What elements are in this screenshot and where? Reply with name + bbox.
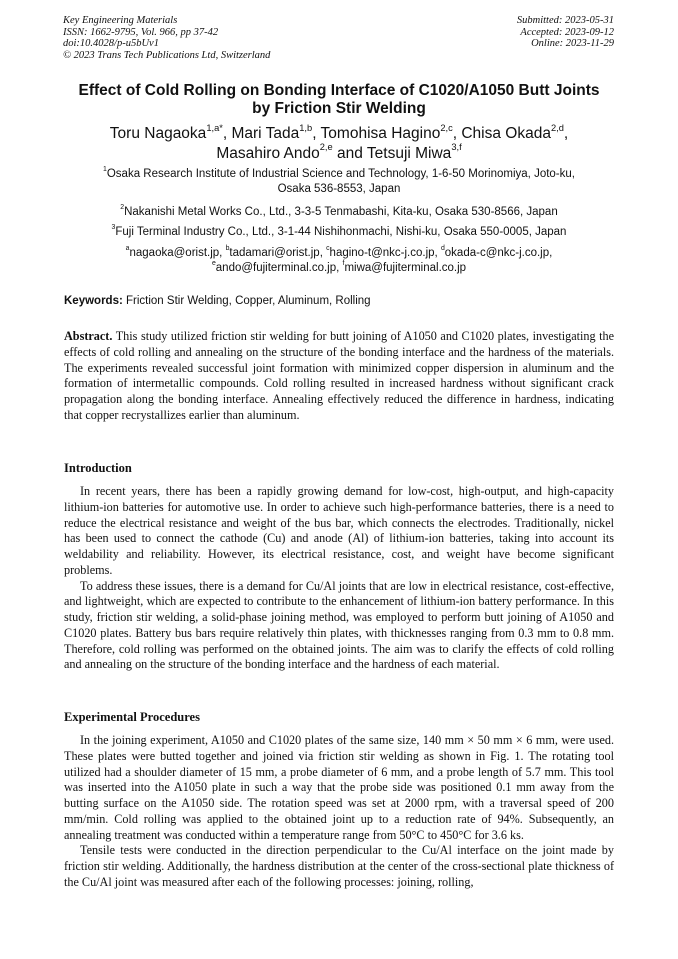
- email-link[interactable]: tadamari@orist.jp: [229, 247, 320, 259]
- email-sup: e: [211, 260, 216, 268]
- paragraph: To address these issues, there is a demand for Cu/Al joints that are low in electrical resistance, cost-effective, and lightweight, which are expected to contribute to the enhancement of lithium-ion battery performance. In this study, friction stir welding, a solid-phase joining method, was employed to perform butt joining of A1050 and C1020 plates. Battery bus bars require relatively thin plates, with thicknesses ranging from 0.3 mm to 0.8 mm. Therefore, cold rolling was performed on the obtained joints. The aim was to clarify the effects of cold rolling and annealing on the structure of the bonding interface and the hardness of each material.: [64, 578, 614, 672]
- email-link[interactable]: miwa@fujiterminal.co.jp: [344, 262, 467, 274]
- author-sup: 1,a*: [206, 122, 223, 133]
- affiliation-text-cont: Osaka 536-8553, Japan: [277, 183, 401, 195]
- experimental-body: [64, 733, 614, 891]
- keywords-label: Keywords:: [64, 295, 123, 307]
- affiliation-2: [40, 205, 638, 220]
- paragraph: In the joining experiment, A1050 and C1020 plates of the same size, 140 mm × 50 mm × 6 mm, were used. These plates were butted together and joined via friction stir welding as shown in Fig. 1. The rotating tool utilized had a shoulder diameter of 15 mm, a probe diameter of 6 mm, and a probe length of 5.7 mm. This tool was inserted into the A1050 plate in such a way that the probe side was positioned 0.1 mm away from the butting surface on the A1050 side. The rotation speed was set at 2000 rpm, with a traversal speed of 200 mm/min. Cold rolling was applied to the obtained joint up to a reduction rate of 94%. Subsequently, an annealing treatment was conducted within a temperature range from 50°C to 450°C for 3.6 ks.: [64, 733, 614, 842]
- author-sup: 2,e: [319, 142, 333, 153]
- abstract: [64, 329, 614, 424]
- introduction-heading: Introduction: [64, 461, 132, 475]
- journal-info: [63, 15, 270, 61]
- affiliation-text: Nakanishi Metal Works Co., Ltd., 3-3-5 Tenmabashi, Kita-ku, Osaka 530-8566, Japan: [124, 206, 558, 218]
- accepted-date: Accepted: 2023-09-12: [520, 26, 614, 38]
- affiliation-sup: 3: [111, 224, 116, 232]
- author-sup: 3,f: [451, 142, 462, 153]
- experimental-heading: Experimental Procedures: [64, 710, 200, 724]
- affiliation-text: Fuji Terminal Industry Co., Ltd., 3-1-44 Nishihonmachi, Nishi-ku, Osaka 550-0005, Japan: [115, 226, 567, 238]
- paper-title: [40, 82, 638, 118]
- author-sep: ,: [222, 125, 232, 142]
- publication-dates: [517, 15, 614, 50]
- email-link[interactable]: nagaoka@orist.jp: [129, 247, 220, 259]
- email-sup: a: [125, 245, 130, 253]
- affiliation-text: Osaka Research Institute of Industrial Science and Technology, 1-6-50 Morinomiya, Joto-ku,: [106, 168, 575, 180]
- affiliation-sup: 2: [120, 204, 125, 212]
- author-line-2: [40, 144, 638, 164]
- title-line-1: Effect of Cold Rolling on Bonding Interface of C1020/A1050 Butt Joints: [78, 82, 600, 99]
- email-link[interactable]: ando@fujiterminal.co.jp: [215, 262, 337, 274]
- submitted-date: Submitted: 2023-05-31: [516, 15, 614, 26]
- author-sup: 1,b: [299, 122, 313, 133]
- email-link[interactable]: okada-c@nkc-j.co.jp: [444, 247, 550, 259]
- author-sep: and: [332, 144, 367, 162]
- email-sup: c: [326, 245, 330, 253]
- email-sup: f: [342, 260, 345, 268]
- keywords: [64, 295, 371, 307]
- online-date: Online: 2023-11-29: [531, 38, 614, 49]
- author-line-1: [40, 124, 638, 144]
- journal-doi[interactable]: doi:10.4028/p-u5bUv1: [63, 38, 159, 49]
- author-sep: ,: [312, 125, 321, 142]
- author-sup: 2,c: [440, 122, 453, 133]
- introduction-body: [64, 484, 614, 673]
- title-line-2: by Friction Stir Welding: [252, 100, 426, 117]
- author-name: Mari Tada: [231, 125, 300, 142]
- paragraph: In recent years, there has been a rapidly growing demand for low-cost, high-output, and high-capacity lithium-ion batteries for automotive use. In order to achieve such high-performance batteries, there is a need to reduce the electrical resistance and weight of the bus bar, which connects the electrodes. Traditionally, nickel has been used to connect the cathode (Cu) and anode (Al) of lithium-ion batteries, taking into account its weldability and reliability. However, its electrical resistance, cost, and weight have become significant problems.: [64, 484, 614, 577]
- author-name: Chisa Okada: [461, 125, 551, 142]
- author-name: Tomohisa Hagino: [320, 125, 441, 142]
- email-sup: d: [440, 245, 445, 253]
- affiliation-3: [40, 225, 638, 240]
- abstract-label: Abstract.: [64, 329, 113, 343]
- affiliation-1: [40, 167, 638, 197]
- keywords-text: Friction Stir Welding, Copper, Aluminum, Rolling: [126, 295, 371, 307]
- email-sup: b: [225, 245, 230, 253]
- author-emails: $^a$nagaoka@orist.jp, $^b$tadamari@orist.jp, $^c$hagino-t@nkc-j.co.jp, $^d$okada-c@nkc-j.co.jp, $^e$ando@fujiterminal.co.jp, $^f$miwa@fujiterminal.co.jp: [125, 245, 553, 274]
- affiliation-sup: 1: [103, 166, 107, 174]
- author-name: Toru Nagaoka: [109, 125, 207, 142]
- author-name: Tetsuji Miwa: [366, 144, 452, 162]
- journal-name: Key Engineering Materials: [63, 15, 178, 26]
- author-sep: ,: [563, 125, 569, 142]
- author-sep: ,: [452, 125, 462, 142]
- author-list: [40, 124, 638, 163]
- journal-issn: ISSN: 1662-9795, Vol. 966, pp 37-42: [63, 26, 219, 38]
- email-link[interactable]: hagino-t@nkc-j.co.jp: [329, 247, 435, 259]
- paragraph: Tensile tests were conducted in the direction perpendicular to the Cu/Al interface on the joint made by friction stir welding. Additionally, the hardness distribution at the center of the cross-sectional plate thickness of the Cu/Al joint was measured after each of the following processes: joining, rolling,: [64, 843, 614, 889]
- author-sup: 2,d: [550, 122, 564, 133]
- author-name: Masahiro Ando: [216, 144, 320, 162]
- abstract-text: This study utilized friction stir welding for butt joining of A1050 and C1020 plates, investigating the effects of cold rolling and annealing on the structure of the bonding interface and the hardness of the materials. The experiments revealed successful joint formation with minimized copper dispersion in aluminum and the formation of intermetallic compounds. Cold rolling resulted in increased hardness without significant crack propagation along the bonding interface. Annealing effectively reduced the difference in hardness, indicating that copper recrystallizes earlier than aluminum.: [64, 329, 615, 422]
- journal-copyright: © 2023 Trans Tech Publications Ltd, Switzerland: [63, 49, 271, 61]
